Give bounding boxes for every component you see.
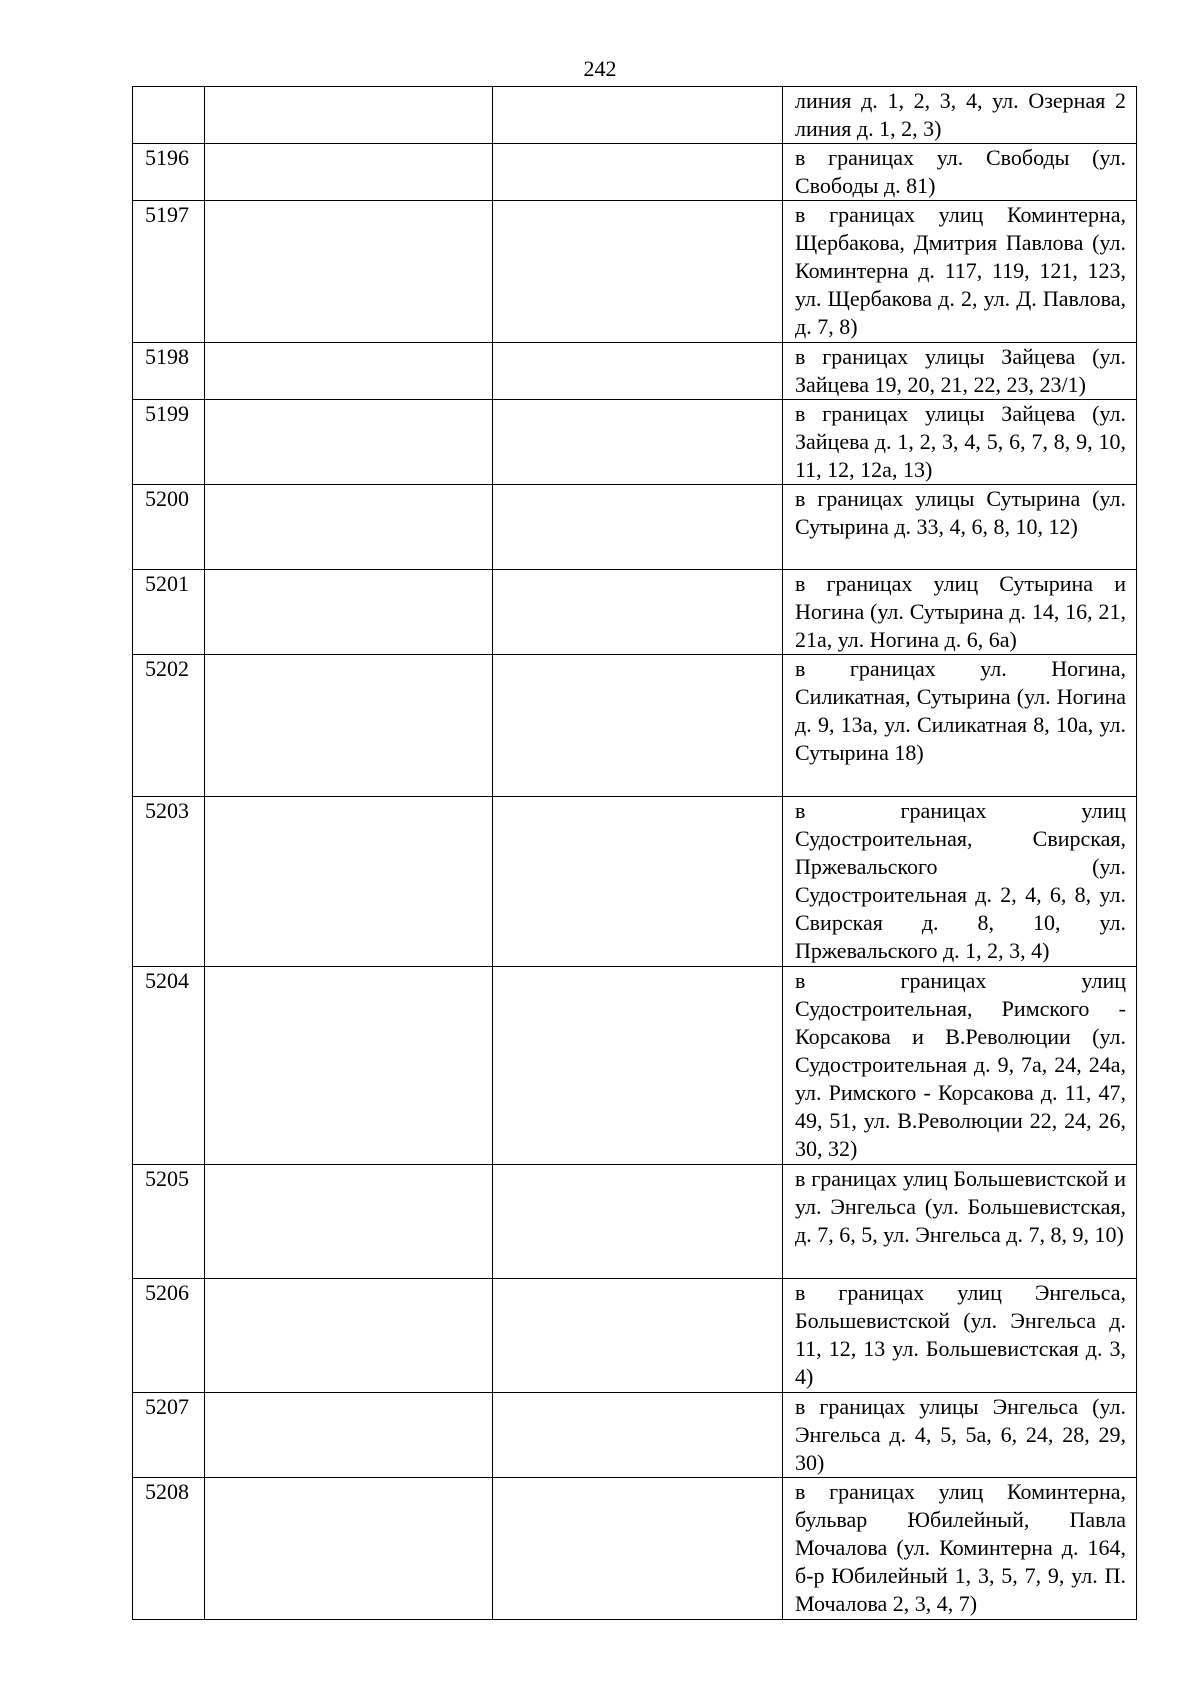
empty-cell	[205, 655, 493, 797]
row-number-cell: 5205	[133, 1165, 205, 1279]
empty-cell	[493, 1165, 783, 1279]
row-number-cell: 5204	[133, 967, 205, 1165]
empty-cell	[493, 144, 783, 201]
empty-cell	[205, 201, 493, 343]
empty-cell	[205, 1165, 493, 1279]
empty-cell	[205, 87, 493, 144]
empty-cell	[493, 485, 783, 570]
empty-cell	[493, 1393, 783, 1478]
empty-cell	[493, 1478, 783, 1620]
row-number-cell: 5206	[133, 1279, 205, 1393]
boundary-description-cell: в границах улиц Большевистской и ул. Энгельса (ул. Большевистская, д. 7, 6, 5, ул. Энгельса д. 7, 8, 9, 10)	[783, 1165, 1137, 1279]
empty-cell	[493, 797, 783, 967]
empty-cell	[205, 570, 493, 655]
table-row	[133, 1279, 1137, 1393]
table-row	[133, 485, 1137, 570]
empty-cell	[493, 570, 783, 655]
empty-cell	[205, 1279, 493, 1393]
row-number-cell: 5207	[133, 1393, 205, 1478]
empty-cell	[205, 967, 493, 1165]
empty-cell	[493, 343, 783, 400]
empty-cell	[493, 201, 783, 343]
boundary-description-cell: в границах улицы Зайцева (ул. Зайцева д. 1, 2, 3, 4, 5, 6, 7, 8, 9, 10, 11, 12, 12а, 13)	[783, 400, 1137, 485]
row-number-cell: 5201	[133, 570, 205, 655]
row-number-cell: 5208	[133, 1478, 205, 1620]
table-row	[133, 201, 1137, 343]
boundary-description-cell: в границах улицы Энгельса (ул. Энгельса д. 4, 5, 5а, 6, 24, 28, 29, 30)	[783, 1393, 1137, 1478]
page-number: 242	[583, 56, 617, 81]
boundary-description-cell: в границах улиц Коминтерна, Щербакова, Дмитрия Павлова (ул. Коминтерна д. 117, 119, 121, 123, ул. Щербакова д. 2, ул. Д. Павлова, д. 7, 8)	[783, 201, 1137, 343]
boundary-description-cell: в границах улицы Зайцева (ул. Зайцева 19, 20, 21, 22, 23, 23/1)	[783, 343, 1137, 400]
boundary-description-cell: в границах улиц Судостроительная, Римского - Корсакова и В.Революции (ул. Судостроительная д. 9, 7а, 24, 24а, ул. Римского - Корсакова д. 11, 47, 49, 51, ул. В.Революции 22, 24, 26, 30, 32)	[783, 967, 1137, 1165]
table-row	[133, 343, 1137, 400]
row-number-cell: 5199	[133, 400, 205, 485]
table-row	[133, 87, 1137, 144]
empty-cell	[205, 1393, 493, 1478]
empty-cell	[493, 400, 783, 485]
table-row	[133, 144, 1137, 201]
empty-cell	[205, 400, 493, 485]
table-row	[133, 797, 1137, 967]
boundary-description-cell: в границах улиц Судостроительная, Свирская, Пржевальского (ул. Судостроительная д. 2, 4, 6, 8, ул. Свирская д. 8, 10, ул. Пржевальского д. 1, 2, 3, 4)	[783, 797, 1137, 967]
empty-cell	[205, 144, 493, 201]
table-row	[133, 967, 1137, 1165]
empty-cell	[493, 655, 783, 797]
empty-cell	[493, 1279, 783, 1393]
row-number-cell: 5198	[133, 343, 205, 400]
row-number-cell: 5196	[133, 144, 205, 201]
empty-cell	[493, 87, 783, 144]
boundary-description-cell: в границах ул. Ногина, Силикатная, Сутырина (ул. Ногина д. 9, 13а, ул. Силикатная 8, 10а, ул. Сутырина 18)	[783, 655, 1137, 797]
table-row	[133, 1165, 1137, 1279]
empty-cell	[205, 1478, 493, 1620]
table-row	[133, 1478, 1137, 1620]
table-row	[133, 400, 1137, 485]
row-number-cell: 5197	[133, 201, 205, 343]
row-number-cell: 5200	[133, 485, 205, 570]
row-number-cell	[133, 87, 205, 144]
empty-cell	[205, 797, 493, 967]
empty-cell	[493, 967, 783, 1165]
boundary-description-cell: линия д. 1, 2, 3, 4, ул. Озерная 2 линия д. 1, 2, 3)	[783, 87, 1137, 144]
boundary-description-cell: в границах ул. Свободы (ул. Свободы д. 81)	[783, 144, 1137, 201]
address-table	[132, 86, 1137, 1620]
empty-cell	[205, 343, 493, 400]
table-row	[133, 655, 1137, 797]
boundary-description-cell: в границах улиц Сутырина и Ногина (ул. Сутырина д. 14, 16, 21, 21а, ул. Ногина д. 6, 6а)	[783, 570, 1137, 655]
boundary-description-cell: в границах улицы Сутырина (ул. Сутырина д. 33, 4, 6, 8, 10, 12)	[783, 485, 1137, 570]
row-number-cell: 5203	[133, 797, 205, 967]
boundary-description-cell: в границах улиц Энгельса, Большевистской (ул. Энгельса д. 11, 12, 13 ул. Большевистская д. 3, 4)	[783, 1279, 1137, 1393]
table-row	[133, 1393, 1137, 1478]
empty-cell	[205, 485, 493, 570]
table-row	[133, 570, 1137, 655]
row-number-cell: 5202	[133, 655, 205, 797]
boundary-description-cell: в границах улиц Коминтерна, бульвар Юбилейный, Павла Мочалова (ул. Коминтерна д. 164, б-р Юбилейный 1, 3, 5, 7, 9, ул. П. Мочалова 2, 3, 4, 7)	[783, 1478, 1137, 1620]
